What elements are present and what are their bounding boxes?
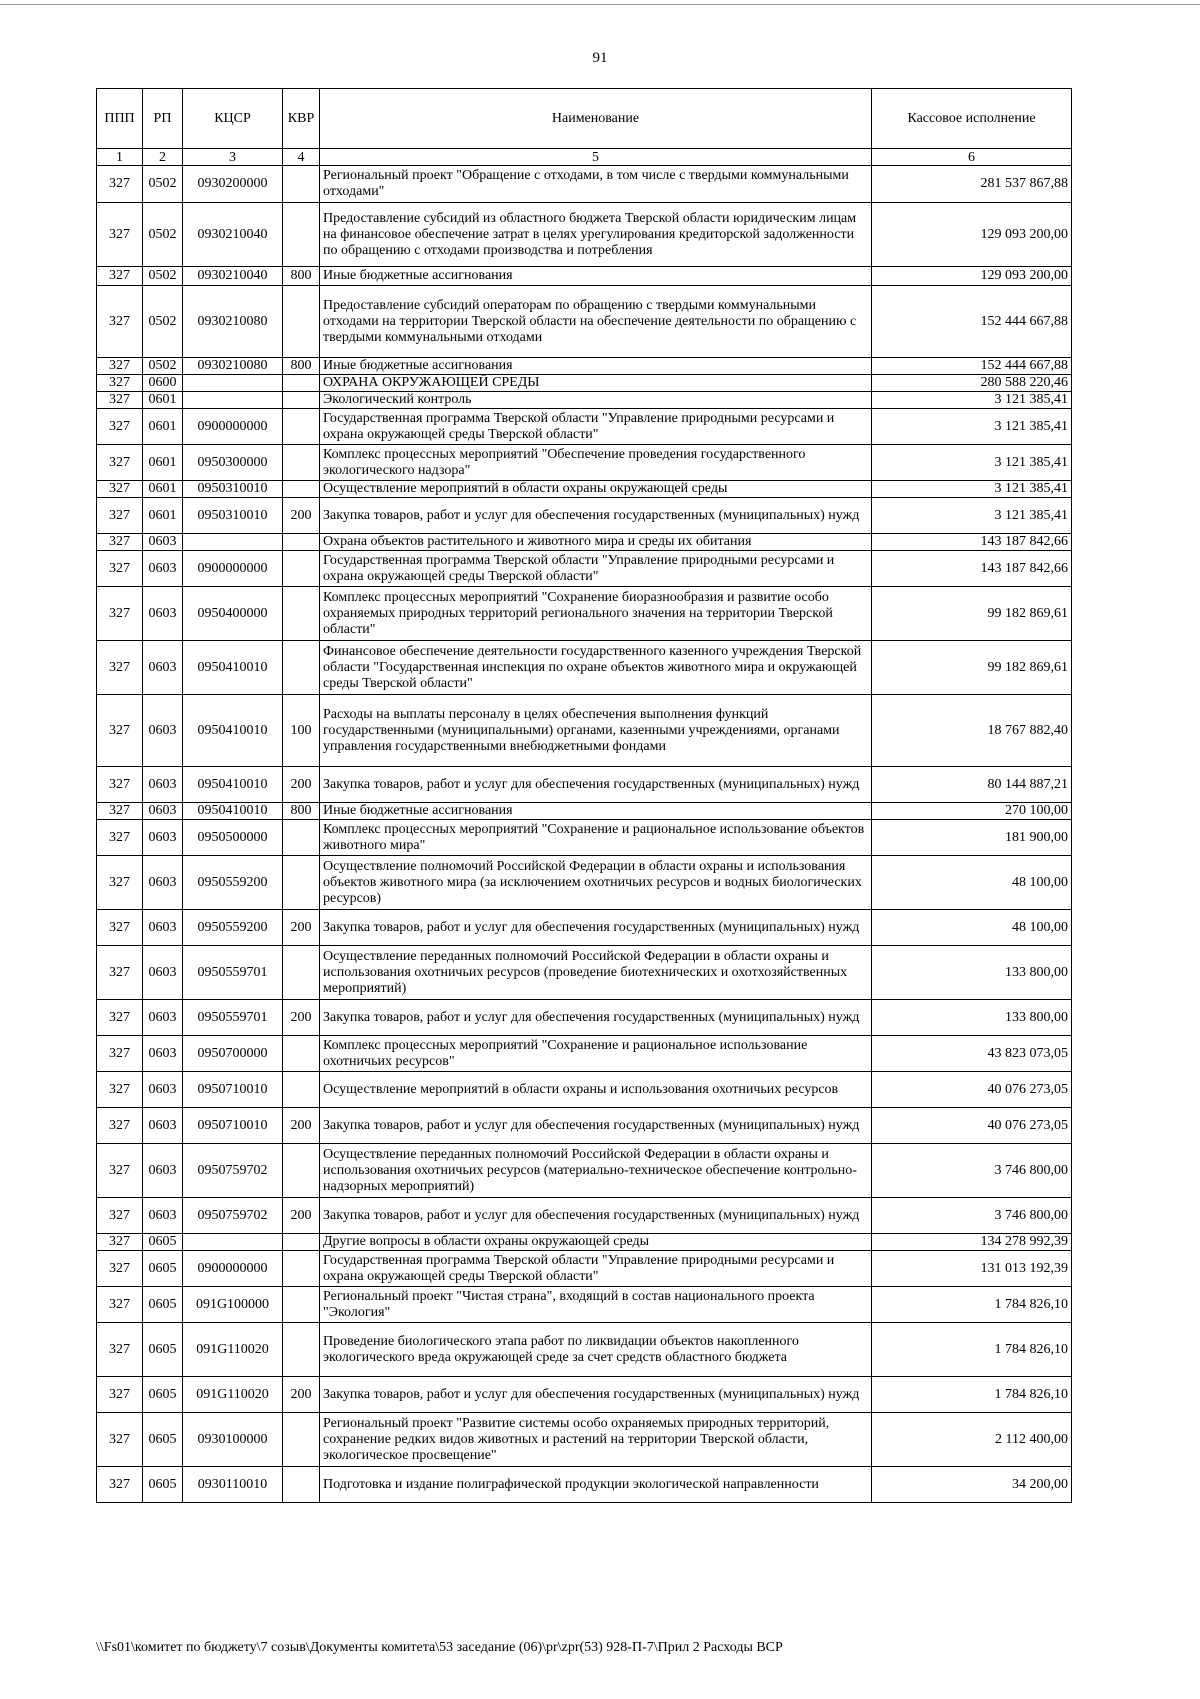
cell-kvr: 200 (283, 1198, 320, 1234)
table-row (97, 1000, 1072, 1036)
table-row (97, 392, 1072, 409)
cell-ppp: 327 (97, 587, 143, 641)
cell-amount: 40 076 273,05 (872, 1108, 1072, 1144)
cell-name: Осуществление переданных полномочий Российской Федерации в области охраны и использования охотничьих ресурсов (проведение биотехнических и охотхозяйственных мероприятий) (320, 946, 872, 1000)
cell-name: Закупка товаров, работ и услуг для обеспечения государственных (муниципальных) нужд (320, 498, 872, 534)
cell-rp: 0603 (143, 820, 183, 856)
column-number: 3 (183, 149, 283, 166)
cell-ppp: 327 (97, 267, 143, 286)
cell-kvr (283, 856, 320, 910)
column-number: 4 (283, 149, 320, 166)
cell-kcsr: 091G110020 (183, 1323, 283, 1377)
table-row (97, 1234, 1072, 1251)
cell-rp: 0603 (143, 534, 183, 551)
cell-amount: 143 187 842,66 (872, 551, 1072, 587)
cell-kcsr: 0950300000 (183, 445, 283, 481)
table-row (97, 498, 1072, 534)
cell-kvr (283, 1234, 320, 1251)
cell-rp: 0601 (143, 409, 183, 445)
cell-amount: 133 800,00 (872, 946, 1072, 1000)
cell-rp: 0603 (143, 1000, 183, 1036)
cell-kcsr: 0950410010 (183, 641, 283, 695)
cell-kvr (283, 1467, 320, 1503)
cell-kcsr (183, 392, 283, 409)
cell-amount: 281 537 867,88 (872, 166, 1072, 203)
cell-kvr (283, 1251, 320, 1287)
cell-name: Иные бюджетные ассигнования (320, 803, 872, 820)
cell-rp: 0601 (143, 481, 183, 498)
header-row (97, 89, 1072, 149)
cell-kvr (283, 409, 320, 445)
cell-kcsr: 0930200000 (183, 166, 283, 203)
cell-amount: 43 823 073,05 (872, 1036, 1072, 1072)
cell-kvr (283, 534, 320, 551)
cell-kcsr: 0930210040 (183, 267, 283, 286)
table-row (97, 1198, 1072, 1234)
cell-amount: 133 800,00 (872, 1000, 1072, 1036)
table-row (97, 695, 1072, 767)
cell-kcsr: 0930210080 (183, 358, 283, 375)
table-row (97, 1036, 1072, 1072)
cell-kcsr: 0950410010 (183, 803, 283, 820)
cell-rp: 0603 (143, 856, 183, 910)
cell-ppp: 327 (97, 1108, 143, 1144)
cell-ppp: 327 (97, 1413, 143, 1467)
cell-amount: 34 200,00 (872, 1467, 1072, 1503)
cell-rp: 0603 (143, 946, 183, 1000)
cell-ppp: 327 (97, 1036, 143, 1072)
cell-name: ОХРАНА ОКРУЖАЮЩЕЙ СРЕДЫ (320, 375, 872, 392)
cell-name: Закупка товаров, работ и услуг для обеспечения государственных (муниципальных) нужд (320, 1377, 872, 1413)
cell-kvr: 800 (283, 267, 320, 286)
cell-rp: 0603 (143, 1036, 183, 1072)
cell-rp: 0601 (143, 392, 183, 409)
cell-ppp: 327 (97, 534, 143, 551)
table-row (97, 203, 1072, 267)
header-name: Наименование (320, 89, 872, 149)
cell-ppp: 327 (97, 1377, 143, 1413)
cell-rp: 0605 (143, 1413, 183, 1467)
cell-kvr (283, 375, 320, 392)
cell-kvr (283, 641, 320, 695)
cell-ppp: 327 (97, 551, 143, 587)
cell-rp: 0603 (143, 1108, 183, 1144)
cell-amount: 129 093 200,00 (872, 267, 1072, 286)
cell-name: Проведение биологического этапа работ по ликвидации объектов накопленного экологического вреда окружающей среде за счет средств областного бюджета (320, 1323, 872, 1377)
cell-name: Закупка товаров, работ и услуг для обеспечения государственных (муниципальных) нужд (320, 910, 872, 946)
header-rp: РП (143, 89, 183, 149)
cell-kvr (283, 551, 320, 587)
column-number: 5 (320, 149, 872, 166)
cell-ppp: 327 (97, 946, 143, 1000)
cell-ppp: 327 (97, 203, 143, 267)
cell-rp: 0502 (143, 203, 183, 267)
expenditure-table (96, 88, 1072, 1503)
cell-kvr: 200 (283, 767, 320, 803)
cell-kcsr: 0950310010 (183, 498, 283, 534)
cell-name: Региональный проект "Обращение с отходами, в том числе с твердыми коммунальными отходами" (320, 166, 872, 203)
table-row (97, 1251, 1072, 1287)
cell-kcsr: 0950410010 (183, 695, 283, 767)
cell-amount: 152 444 667,88 (872, 286, 1072, 358)
cell-kvr (283, 587, 320, 641)
cell-rp: 0603 (143, 767, 183, 803)
cell-amount: 181 900,00 (872, 820, 1072, 856)
cell-amount: 1 784 826,10 (872, 1323, 1072, 1377)
cell-rp: 0502 (143, 358, 183, 375)
cell-kcsr: 0950559701 (183, 1000, 283, 1036)
table-row (97, 856, 1072, 910)
cell-amount: 48 100,00 (872, 856, 1072, 910)
page-number: 91 (592, 50, 608, 66)
cell-amount: 3 121 385,41 (872, 498, 1072, 534)
cell-kcsr: 0900000000 (183, 409, 283, 445)
cell-ppp: 327 (97, 1251, 143, 1287)
cell-rp: 0600 (143, 375, 183, 392)
cell-rp: 0603 (143, 641, 183, 695)
cell-amount: 99 182 869,61 (872, 587, 1072, 641)
table-row (97, 910, 1072, 946)
cell-name: Комплекс процессных мероприятий "Обеспечение проведения государственного экологического надзора" (320, 445, 872, 481)
cell-rp: 0502 (143, 267, 183, 286)
cell-ppp: 327 (97, 392, 143, 409)
cell-ppp: 327 (97, 498, 143, 534)
cell-kcsr: 091G110020 (183, 1377, 283, 1413)
cell-name: Финансовое обеспечение деятельности государственного казенного учреждения Тверской области "Государственная инспекция по охране объектов животного мира и окружающей среды Тверской области" (320, 641, 872, 695)
cell-amount: 1 784 826,10 (872, 1287, 1072, 1323)
cell-name: Государственная программа Тверской области "Управление природными ресурсами и охрана окружающей среды Тверской области" (320, 409, 872, 445)
table-row (97, 1413, 1072, 1467)
cell-rp: 0603 (143, 1144, 183, 1198)
cell-kcsr: 0950700000 (183, 1036, 283, 1072)
cell-ppp: 327 (97, 1198, 143, 1234)
cell-name: Иные бюджетные ассигнования (320, 358, 872, 375)
header-kcsr: КЦСР (183, 89, 283, 149)
cell-ppp: 327 (97, 481, 143, 498)
cell-kvr (283, 946, 320, 1000)
cell-amount: 3 121 385,41 (872, 392, 1072, 409)
top-border-line (0, 4, 1200, 5)
cell-name: Охрана объектов растительного и животного мира и среды их обитания (320, 534, 872, 551)
cell-ppp: 327 (97, 856, 143, 910)
cell-amount: 99 182 869,61 (872, 641, 1072, 695)
cell-kcsr: 0930110010 (183, 1467, 283, 1503)
table-row (97, 767, 1072, 803)
cell-name: Осуществление полномочий Российской Федерации в области охраны и использования объектов животного мира (за исключением охотничьих ресурсов и водных биологических ресурсов) (320, 856, 872, 910)
table-row (97, 445, 1072, 481)
cell-name: Закупка товаров, работ и услуг для обеспечения государственных (муниципальных) нужд (320, 767, 872, 803)
cell-amount: 3 121 385,41 (872, 445, 1072, 481)
cell-ppp: 327 (97, 1144, 143, 1198)
cell-amount: 134 278 992,39 (872, 1234, 1072, 1251)
cell-kcsr: 0930210040 (183, 203, 283, 267)
column-number: 2 (143, 149, 183, 166)
cell-ppp: 327 (97, 641, 143, 695)
cell-ppp: 327 (97, 1072, 143, 1108)
table-row (97, 534, 1072, 551)
cell-name: Другие вопросы в области охраны окружающей среды (320, 1234, 872, 1251)
table-body (97, 166, 1072, 1503)
cell-kvr (283, 203, 320, 267)
table-row (97, 1144, 1072, 1198)
cell-rp: 0603 (143, 910, 183, 946)
cell-amount: 129 093 200,00 (872, 203, 1072, 267)
cell-kcsr: 0950559200 (183, 856, 283, 910)
table-row (97, 641, 1072, 695)
cell-rp: 0502 (143, 286, 183, 358)
column-number: 6 (872, 149, 1072, 166)
cell-kvr: 200 (283, 1108, 320, 1144)
cell-name: Комплекс процессных мероприятий "Сохранение и рациональное использование объектов животного мира" (320, 820, 872, 856)
cell-kcsr: 0950759702 (183, 1144, 283, 1198)
cell-rp: 0603 (143, 1198, 183, 1234)
cell-rp: 0605 (143, 1323, 183, 1377)
cell-rp: 0601 (143, 498, 183, 534)
cell-rp: 0502 (143, 166, 183, 203)
cell-rp: 0605 (143, 1467, 183, 1503)
cell-kcsr: 0900000000 (183, 551, 283, 587)
cell-ppp: 327 (97, 1467, 143, 1503)
cell-kvr (283, 392, 320, 409)
cell-amount: 3 121 385,41 (872, 481, 1072, 498)
table-row (97, 946, 1072, 1000)
table-row (97, 409, 1072, 445)
cell-kcsr (183, 1234, 283, 1251)
cell-name: Закупка товаров, работ и услуг для обеспечения государственных (муниципальных) нужд (320, 1108, 872, 1144)
cell-name: Осуществление мероприятий в области охраны окружающей среды (320, 481, 872, 498)
table-row (97, 1377, 1072, 1413)
cell-kcsr: 0950400000 (183, 587, 283, 641)
cell-rp: 0603 (143, 695, 183, 767)
cell-amount: 80 144 887,21 (872, 767, 1072, 803)
cell-amount: 3 746 800,00 (872, 1198, 1072, 1234)
cell-ppp: 327 (97, 166, 143, 203)
cell-ppp: 327 (97, 375, 143, 392)
cell-kvr (283, 445, 320, 481)
cell-ppp: 327 (97, 1287, 143, 1323)
cell-kvr: 800 (283, 803, 320, 820)
header-amount: Кассовое исполнение (872, 89, 1072, 149)
cell-name: Закупка товаров, работ и услуг для обеспечения государственных (муниципальных) нужд (320, 1000, 872, 1036)
cell-rp: 0605 (143, 1234, 183, 1251)
cell-ppp: 327 (97, 286, 143, 358)
cell-ppp: 327 (97, 695, 143, 767)
cell-kcsr (183, 534, 283, 551)
cell-kvr (283, 166, 320, 203)
cell-kcsr: 0950559200 (183, 910, 283, 946)
column-number-row (97, 149, 1072, 166)
cell-name: Комплекс процессных мероприятий "Сохранение биоразнообразия и развитие особо охраняемых природных территорий регионального значения на территории Тверской области" (320, 587, 872, 641)
cell-name: Региональный проект "Развитие системы особо охраняемых природных территорий, сохранение редких видов животных и растений на территории Тверской области, экологическое просвещение" (320, 1413, 872, 1467)
cell-amount: 1 784 826,10 (872, 1377, 1072, 1413)
cell-rp: 0605 (143, 1287, 183, 1323)
cell-name: Осуществление мероприятий в области охраны и использования охотничьих ресурсов (320, 1072, 872, 1108)
cell-kcsr: 091G100000 (183, 1287, 283, 1323)
cell-kcsr (183, 375, 283, 392)
cell-name: Государственная программа Тверской области "Управление природными ресурсами и охрана окружающей среды Тверской области" (320, 551, 872, 587)
file-path-footer: \\Fs01\комитет по бюджету\7 созыв\Документы комитета\53 заседание (06)\pr\zpr(53) 928-П-7\Прил 2 Расходы ВСР (96, 1640, 783, 1655)
cell-kvr (283, 481, 320, 498)
cell-rp: 0603 (143, 803, 183, 820)
table-row (97, 481, 1072, 498)
table-row (97, 375, 1072, 392)
cell-kvr: 200 (283, 1000, 320, 1036)
cell-kvr: 200 (283, 498, 320, 534)
cell-name: Комплекс процессных мероприятий "Сохранение и рациональное использование охотничьих ресурсов" (320, 1036, 872, 1072)
cell-ppp: 327 (97, 1234, 143, 1251)
table-row (97, 1323, 1072, 1377)
cell-rp: 0605 (143, 1251, 183, 1287)
cell-name: Расходы на выплаты персоналу в целях обеспечения выполнения функций государственными (муниципальными) органами, казенными учреждениями, органами управления государственными внебюджетными фондами (320, 695, 872, 767)
header-ppp: ППП (97, 89, 143, 149)
cell-kcsr: 0950410010 (183, 767, 283, 803)
cell-kvr (283, 1413, 320, 1467)
cell-amount: 143 187 842,66 (872, 534, 1072, 551)
cell-ppp: 327 (97, 358, 143, 375)
cell-amount: 152 444 667,88 (872, 358, 1072, 375)
cell-kvr (283, 1072, 320, 1108)
cell-amount: 48 100,00 (872, 910, 1072, 946)
cell-name: Предоставление субсидий из областного бюджета Тверской области юридическим лицам на финансовое обеспечение затрат в целях урегулирования кредиторской задолженности по обращению с отходами производства и потребления (320, 203, 872, 267)
cell-amount: 2 112 400,00 (872, 1413, 1072, 1467)
cell-kcsr: 0900000000 (183, 1251, 283, 1287)
cell-name: Иные бюджетные ассигнования (320, 267, 872, 286)
table-row (97, 358, 1072, 375)
cell-ppp: 327 (97, 910, 143, 946)
cell-ppp: 327 (97, 1000, 143, 1036)
cell-kcsr: 0950310010 (183, 481, 283, 498)
cell-kcsr: 0950559701 (183, 946, 283, 1000)
table-row (97, 820, 1072, 856)
table-row (97, 166, 1072, 203)
cell-ppp: 327 (97, 1323, 143, 1377)
cell-name: Подготовка и издание полиграфической продукции экологической направленности (320, 1467, 872, 1503)
cell-kvr (283, 286, 320, 358)
cell-ppp: 327 (97, 409, 143, 445)
table-row (97, 551, 1072, 587)
cell-name: Закупка товаров, работ и услуг для обеспечения государственных (муниципальных) нужд (320, 1198, 872, 1234)
cell-amount: 40 076 273,05 (872, 1072, 1072, 1108)
table-row (97, 1108, 1072, 1144)
cell-amount: 3 121 385,41 (872, 409, 1072, 445)
header-kvr: КВР (283, 89, 320, 149)
cell-name: Предоставление субсидий операторам по обращению с твердыми коммунальными отходами на территории Тверской области на обеспечение деятельности по обращению с твердыми коммунальными отходами (320, 286, 872, 358)
cell-amount: 270 100,00 (872, 803, 1072, 820)
cell-kvr (283, 1144, 320, 1198)
cell-kvr: 100 (283, 695, 320, 767)
cell-rp: 0603 (143, 551, 183, 587)
cell-ppp: 327 (97, 803, 143, 820)
cell-amount: 3 746 800,00 (872, 1144, 1072, 1198)
cell-rp: 0605 (143, 1377, 183, 1413)
cell-ppp: 327 (97, 445, 143, 481)
cell-rp: 0603 (143, 1072, 183, 1108)
cell-ppp: 327 (97, 820, 143, 856)
cell-name: Осуществление переданных полномочий Российской Федерации в области охраны и использования охотничьих ресурсов (материально-техническое обеспечение контрольно-надзорных мероприятий) (320, 1144, 872, 1198)
column-number: 1 (97, 149, 143, 166)
table-row (97, 286, 1072, 358)
table-row (97, 267, 1072, 286)
cell-kvr: 200 (283, 1377, 320, 1413)
cell-kcsr: 0950710010 (183, 1108, 283, 1144)
table-row (97, 1467, 1072, 1503)
cell-kcsr: 0930210080 (183, 286, 283, 358)
table-row (97, 1072, 1072, 1108)
cell-kvr: 800 (283, 358, 320, 375)
table-row (97, 1287, 1072, 1323)
cell-kvr: 200 (283, 910, 320, 946)
cell-kvr (283, 1323, 320, 1377)
cell-kcsr: 0950710010 (183, 1072, 283, 1108)
cell-name: Экологический контроль (320, 392, 872, 409)
cell-kcsr: 0950759702 (183, 1198, 283, 1234)
cell-rp: 0603 (143, 587, 183, 641)
cell-kcsr: 0930100000 (183, 1413, 283, 1467)
cell-name: Региональный проект "Чистая страна", входящий в состав национального проекта "Экология" (320, 1287, 872, 1323)
cell-amount: 131 013 192,39 (872, 1251, 1072, 1287)
cell-kcsr: 0950500000 (183, 820, 283, 856)
cell-kvr (283, 820, 320, 856)
cell-kvr (283, 1287, 320, 1323)
cell-amount: 18 767 882,40 (872, 695, 1072, 767)
table-row (97, 803, 1072, 820)
cell-ppp: 327 (97, 767, 143, 803)
cell-rp: 0601 (143, 445, 183, 481)
cell-name: Государственная программа Тверской области "Управление природными ресурсами и охрана окружающей среды Тверской области" (320, 1251, 872, 1287)
cell-amount: 280 588 220,46 (872, 375, 1072, 392)
cell-kvr (283, 1036, 320, 1072)
table-row (97, 587, 1072, 641)
